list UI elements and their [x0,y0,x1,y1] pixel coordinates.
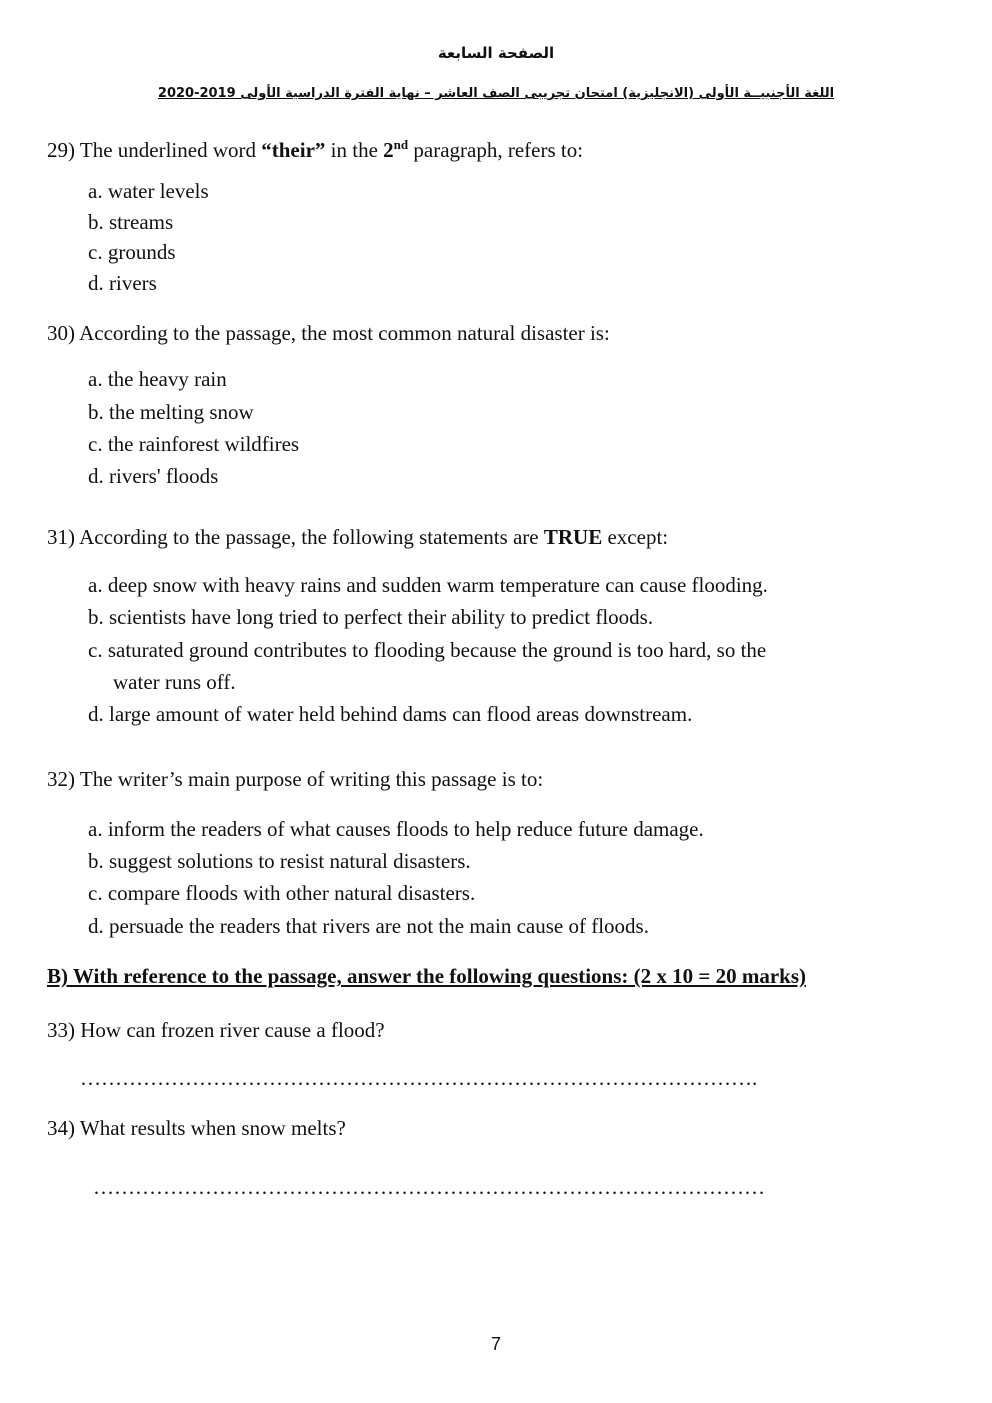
question-number: 33) [47,1018,75,1042]
question-text-post: except: [602,525,669,549]
option-c: c. compare floods with other natural disasters. [88,881,476,905]
question-text: What results when snow melts? [79,1116,346,1140]
option-a: a. the heavy rain [88,367,227,391]
option-b: b. suggest solutions to resist natural disasters. [88,849,471,873]
option-b: b. scientists have long tried to perfect their ability to predict floods. [88,605,654,629]
question-number: 32) [47,767,75,791]
question-number: 30) [47,321,75,345]
option-d: d. rivers [88,271,157,295]
option-d: d. persuade the readers that rivers are not the main cause of floods. [88,914,649,938]
question-text: The writer’s main purpose of writing this passage is to: [79,767,544,791]
option-c: c. the rainforest wildfires [88,432,300,456]
page-number: 7 [490,1334,501,1354]
question-30 [47,321,610,346]
answer-line-33[interactable]: ……………………………………………………………………………………. [80,1066,758,1090]
question-text-pre: The underlined word [79,138,262,162]
question-text-mid: in the [325,138,384,162]
ordinal-suffix: nd [393,137,409,152]
question-number: 31) [47,525,75,549]
option-b: b. the melting snow [88,400,254,424]
option-c-continued: water runs off. [113,670,236,694]
question-29 [47,138,583,163]
exam-subtitle: اللغة الأجنبيــة الأولى (الانجليزية) امتحان تجريبى الصف العاشر – نهاية الفترة الدراسية الأولى 2019-2020 [157,86,835,101]
ordinal-number: 2 [383,138,394,162]
question-33 [47,1018,385,1043]
question-text-post: paragraph, refers to: [408,138,584,162]
question-text: How can frozen river cause a flood? [80,1018,385,1042]
question-number: 29) [47,138,75,162]
question-text-pre: According to the passage, the following statements are [79,525,544,549]
option-a: a. water levels [88,179,209,203]
section-b-heading: B) With reference to the passage, answer the following questions: (2 x 10 = 20 marks) [47,964,806,988]
option-a: a. inform the readers of what causes floods to help reduce future damage. [88,817,704,841]
question-32 [47,767,543,792]
option-a: a. deep snow with heavy rains and sudden warm temperature can cause flooding. [88,573,768,597]
option-d: d. rivers' floods [88,464,219,488]
question-text-bold: “their” [261,138,326,162]
page-title: الصفحة السابعة [437,44,555,62]
option-d: d. large amount of water held behind dams can flood areas downstream. [88,702,693,726]
question-text: According to the passage, the most common natural disaster is: [79,321,610,345]
option-b: b. streams [88,210,174,234]
question-34 [47,1116,346,1141]
question-text-bold: TRUE [543,525,603,549]
question-number: 34) [47,1116,75,1140]
option-c: c. grounds [88,240,176,264]
answer-line-34[interactable]: …………………………………………………………………………………… [93,1175,765,1199]
option-c: c. saturated ground contributes to flooding because the ground is too hard, so the [88,638,767,662]
question-31 [47,525,668,550]
